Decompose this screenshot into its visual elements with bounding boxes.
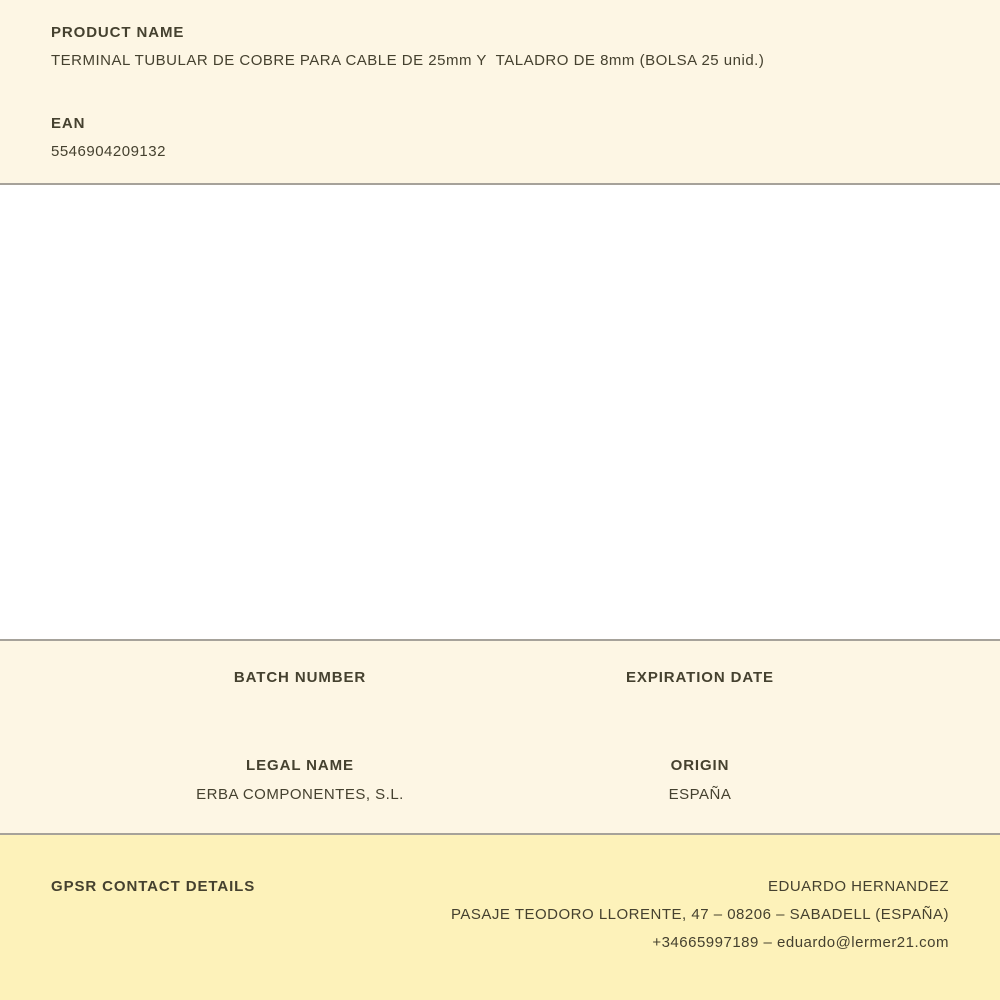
batch-number-column xyxy=(100,669,500,687)
details-section xyxy=(0,641,1000,835)
ean-block xyxy=(51,115,949,161)
legal-name-label: LEGAL NAME xyxy=(246,757,354,774)
product-name-label: PRODUCT NAME xyxy=(51,24,185,41)
ean-label: EAN xyxy=(51,115,86,132)
contact-address: PASAJE TEODORO LLORENTE, 47 – 08206 – SABADELL (ESPAÑA) xyxy=(451,906,949,923)
origin-value: ESPAÑA xyxy=(668,786,732,803)
contact-name: EDUARDO HERNANDEZ xyxy=(767,878,949,895)
origin-label: ORIGIN xyxy=(670,757,730,774)
expiration-date-label: EXPIRATION DATE xyxy=(626,669,774,686)
gpsr-contact-row xyxy=(51,873,949,957)
product-name-value: TERMINAL TUBULAR DE COBRE PARA CABLE DE 25mm Y TALADRO DE 8mm (BOLSA 25 unid.) xyxy=(51,52,765,69)
gpsr-contact-label: GPSR CONTACT DETAILS xyxy=(51,878,256,895)
origin-column xyxy=(500,757,900,804)
details-row-batch-expiration xyxy=(100,669,900,687)
legal-name-value: ERBA COMPONENTES, S.L. xyxy=(196,786,404,803)
product-section xyxy=(0,0,1000,185)
contact-phone-email: +34665997189 – eduardo@lermer21.com xyxy=(652,934,949,951)
batch-number-label: BATCH NUMBER xyxy=(233,669,367,686)
legal-name-column xyxy=(100,757,500,804)
expiration-date-column xyxy=(500,669,900,687)
empty-spacer-region xyxy=(0,185,1000,641)
gpsr-contact-block xyxy=(255,873,949,957)
ean-value: 5546904209132 xyxy=(51,143,166,160)
details-row-legal-origin xyxy=(100,757,900,804)
gpsr-contact-section xyxy=(0,835,1000,1000)
